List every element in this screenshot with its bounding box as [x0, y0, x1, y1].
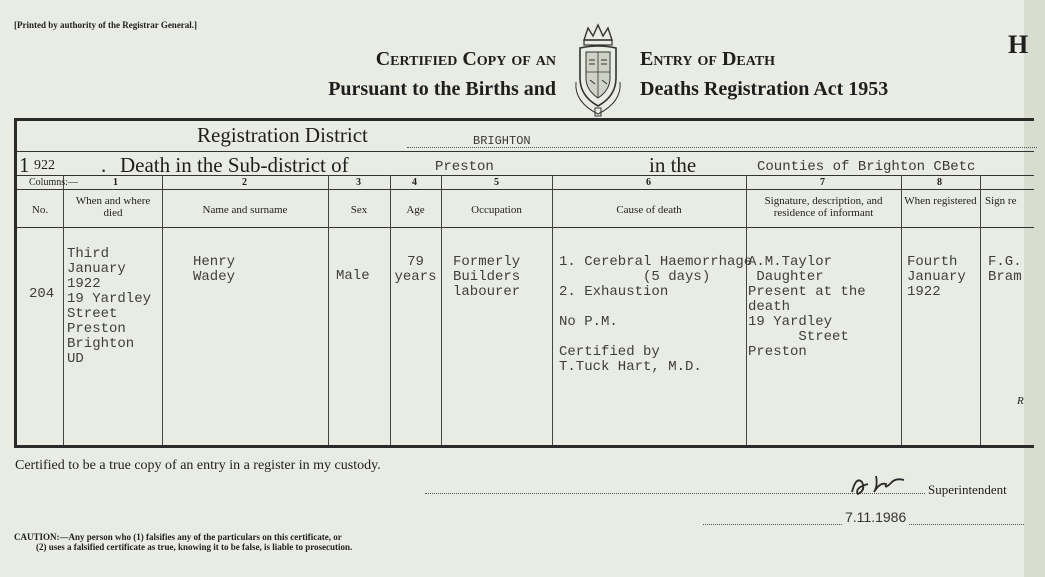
- in-the-label: in the: [649, 153, 697, 177]
- entry-registrar-signature: F.G. Bram: [988, 254, 1022, 285]
- royal-crest-icon: [572, 22, 624, 118]
- column-number-2: 2: [242, 177, 247, 188]
- title-left-line-1: Certified Copy of an: [375, 48, 556, 70]
- header-name: Name and surname: [202, 204, 288, 216]
- year-prefix: 1: [19, 153, 30, 177]
- certificate-date: 7.11.1986: [845, 509, 907, 525]
- column-number-1: 1: [113, 177, 118, 188]
- register-table: Registration District BRIGHTON 1 922 . Death in the Sub-district of Preston in the Counties of Brighton CBetc Columns:— 1 2 3 4 5 6 7 8 No. When and where died Name and surname Sex Age Occupation Cause of death Signature, description, and residence of informant When registered Sign re 204 Third January 1922 19 Yardley Street Preston Brighton UD Henry Wadey Male 79 years Formerly Builders labourer 1. Cerebral Haemorrhage (5 days) 2. Exhaustion No P.M. Certified by T.Tuck Hart, M.D. A.M.Taylor Daughter Present at the death 19 Yardley Street Preston Fourth January 1922 F.G. Bram R: [14, 118, 1034, 448]
- entry-name: Henry Wadey: [193, 254, 236, 285]
- header-sex: Sex: [350, 204, 368, 216]
- column-number-4: 4: [412, 177, 417, 188]
- entry-number: 204: [29, 286, 55, 302]
- column-number-7: 7: [820, 177, 825, 188]
- entry-sex: Male: [336, 268, 370, 284]
- district-dotted-line: [407, 147, 1037, 148]
- entry-cause-of-death: 1. Cerebral Haemorrhage (5 days) 2. Exhaustion No P.M. Certified by T.Tuck Hart, M.D.: [559, 254, 753, 375]
- year-value: 922: [34, 158, 55, 173]
- printed-authority-note: [Printed by authority of the Registrar General.]: [14, 20, 198, 30]
- signature-edge-letter: R: [1017, 395, 1024, 407]
- column-number-5: 5: [494, 177, 499, 188]
- title-left-line-2: Pursuant to the Births and: [328, 78, 556, 100]
- subdistrict-label: Death in the Sub-district of: [120, 153, 349, 177]
- county-value: Counties of Brighton CBetc: [757, 159, 976, 175]
- entry-age: 79 years: [394, 254, 437, 285]
- entry-informant: A.M.Taylor Daughter Present at the death 19 Yardley Street Preston: [748, 254, 866, 360]
- registration-district-label: Registration District: [197, 123, 368, 147]
- certified-statement: Certified to be a true copy of an entry in a register in my custody.: [15, 458, 381, 473]
- edge-letter: H: [1008, 30, 1029, 59]
- header-no: No.: [31, 204, 49, 216]
- header-registered: When registered: [904, 195, 977, 207]
- entry-occupation: Formerly Builders labourer: [453, 254, 521, 300]
- subdistrict-value: Preston: [435, 159, 494, 175]
- column-number-6: 6: [646, 177, 651, 188]
- title-right-line-2: Deaths Registration Act 1953: [640, 78, 889, 100]
- columns-label: Columns:—: [29, 177, 78, 188]
- title-right-line-1: Entry of Death: [640, 48, 776, 70]
- header-informant: Signature, description, and residence of informant: [764, 195, 883, 219]
- entry-when-where: Third January 1922 19 Yardley Street Preston Brighton UD: [67, 246, 152, 367]
- column-number-8: 8: [937, 177, 942, 188]
- entry-when-registered: Fourth January 1922: [907, 254, 966, 300]
- header-signature: Sign re: [985, 195, 1017, 207]
- header-cause: Cause of death: [616, 204, 682, 216]
- superintendent-label: Superintendent: [928, 482, 1007, 497]
- caution-line-1: CAUTION:—Any person who (1) falsifies any of the particulars on this certificate, or: [14, 532, 342, 542]
- caution-line-2: (2) uses a falsified certificate as true, knowing it to be false, is liable to prosecution.: [36, 542, 353, 552]
- header-occupation: Occupation: [471, 204, 522, 216]
- superintendent-signature: [846, 468, 916, 498]
- registration-district-value: BRIGHTON: [473, 134, 531, 148]
- header-age: Age: [406, 204, 425, 216]
- header-when-where: When and where died: [75, 195, 151, 219]
- column-number-3: 3: [356, 177, 361, 188]
